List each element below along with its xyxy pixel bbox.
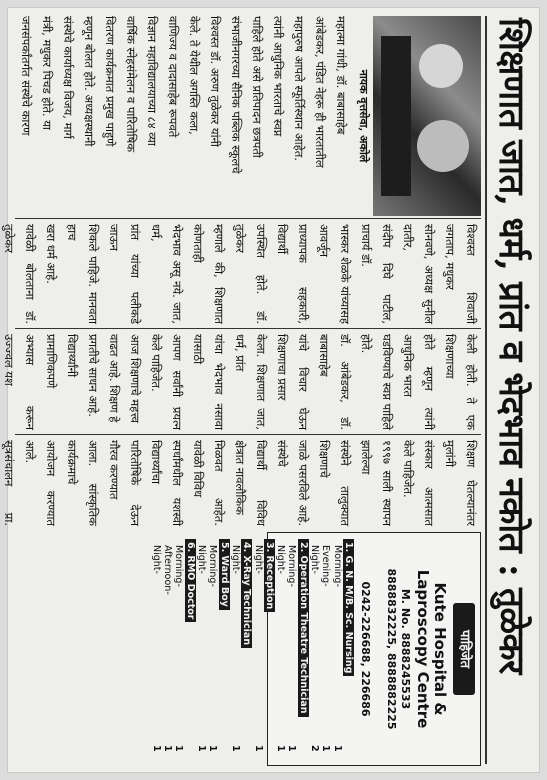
vacancy-count: 1	[320, 745, 332, 752]
photo-person-left	[419, 44, 463, 88]
article-line: प्राध्यापक सहकारी, विद्यार्थी	[275, 224, 310, 324]
vacancy-shift: Morning-	[173, 545, 185, 587]
event-photo	[373, 16, 481, 216]
vacancy-shift: Night-	[252, 545, 264, 574]
article-line: विश्वस्त डॉ. अरुण तुळेकर यांनी	[208, 16, 222, 147]
vacancy-shift: Night-	[150, 545, 162, 574]
vacancy-count: 1	[230, 745, 241, 752]
photo-person-right	[417, 120, 469, 172]
article-line: विश्वस्त शिवाजी जगताप, मधुकर	[443, 224, 478, 324]
article-line: यांचे विचार घेऊन शिक्षणाचा प्रसार	[275, 334, 310, 430]
article-line: पाहिले होते असे प्रतिपादन छत्रपती	[250, 16, 264, 158]
vacancy-count: 1	[207, 745, 219, 752]
article-line: मिळवत आहेत. यावेळी विविध	[191, 440, 226, 526]
ad-mobile-number: M. No. 8888245533	[399, 588, 412, 710]
ad-heading: पाहिजेत	[453, 603, 475, 695]
vacancy-shift: Night-	[275, 545, 287, 574]
newspaper-clipping	[2, 8, 539, 772]
article-line: विज्ञान महाविद्यालयाच्या ८४ व्या	[145, 16, 159, 146]
vacancy-position: 1. G. N. M/B. Sc. Nursing	[343, 539, 354, 676]
vacancy-count: 1	[173, 745, 185, 752]
article-line: यावेळी बोलताना डॉ. तुळेकर	[2, 224, 37, 324]
article-column-3	[2, 334, 481, 430]
vacancy-shift: Night-	[196, 545, 208, 574]
article-line: उपस्थित होते. डॉ. तुळेकर	[233, 224, 268, 324]
article-line: मंत्री, मधुकर पिचड होते. या	[40, 16, 54, 130]
vacancy-shift: Night-	[230, 545, 241, 574]
vacancy-count: 1	[162, 745, 174, 752]
article-line: संदीप दिघे पाटील, प्राचार्य डॉ.	[359, 224, 394, 324]
vacancy-count: 1	[275, 745, 287, 752]
article-line: सोनवणे, अध्यक्ष सुनील दातीर,	[401, 224, 436, 324]
vacancy-position: 5. Ward Boy	[219, 539, 230, 610]
article-line: सूत्रसंचालन प्रा.	[2, 440, 16, 526]
article-headline: शिक्षणात जात, धर्म, प्रांत व भेदभाव नकोत : तुळेकर	[491, 18, 532, 674]
article-line: भास्कर शेळके यांच्यासह आवर्जून	[317, 224, 352, 324]
article-line: पारितोषिके देऊन गौरव करण्यात	[107, 440, 142, 526]
article-line: महात्मा गांधी, डॉ. बाबासाहेब	[334, 16, 348, 135]
article-line: वाणिज्य व दादासाहेब रूपवते	[166, 16, 180, 138]
article-line: प्रांत यांच्या पलीकडे जाऊन	[107, 224, 142, 324]
article-line: होते म्हणून त्यांनी आधुनिक भारत	[401, 334, 436, 430]
article-line: म्हणून बोलत होते. अध्यक्षस्थानी	[82, 16, 96, 147]
article-line: म्हणाले की, शिक्षणात कोणताही	[191, 224, 226, 324]
article-line: डॉ. आंबेडकर, डॉ. बाबासाहेब	[317, 334, 352, 430]
article-line: स्पर्धांमधील यशस्वी विद्यार्थ्यांचा	[149, 440, 184, 526]
column-divider	[15, 434, 481, 435]
vacancy-shift: Night-	[309, 545, 321, 574]
vacancy-count: 1	[286, 745, 298, 752]
vacancy-shift: Afternoon-	[162, 545, 174, 595]
vacancy-position: 3. Reception	[264, 539, 275, 612]
job-advertisement	[150, 532, 481, 766]
article-line: यांचा भेदभाव नसावा यासाठी	[191, 334, 226, 430]
article-line: केली होती. ते एक शिक्षणाच्या	[443, 334, 478, 430]
ad-hospital-name: Kute Hospital & Laproscopy Centre	[414, 569, 449, 729]
vacancy-position: 6. RMO Doctor	[185, 539, 196, 622]
article-frame	[2, 8, 539, 772]
article-line: आला. सांस्कृतिक कार्यक्रमाचे	[65, 440, 100, 526]
article-line: वार्षिक स्नेहसंमेलन व पारितोषिक	[124, 16, 138, 153]
article-line: जनसंपर्कांतर्गत संस्थेचे कारण	[19, 16, 33, 136]
ad-phone-numbers: 8888832225, 8888882225	[385, 568, 398, 730]
article-line: आयोजन करण्यात आले.	[23, 440, 58, 526]
vacancy-shift: Morning-	[207, 545, 219, 587]
vacancy-shift: Evening-	[320, 545, 332, 587]
vacancy-position: 2. Operation Theatre Technician	[298, 539, 309, 717]
article-column-2	[2, 224, 481, 324]
article-line: जाळे पसरविले आहे. संस्थेचे	[275, 440, 310, 526]
article-line: आंबेडकर, पंडित नेहरू ही भारतातील	[313, 16, 327, 168]
vacancy-count: 1	[196, 745, 208, 752]
article-line: भेदभाव असू नये. जात, धर्म,	[149, 224, 184, 324]
vacancy-shift: Morning-	[286, 545, 298, 587]
article-line: केला. शिक्षणात जात, धर्म, प्रांत	[233, 334, 268, 430]
article-line: संस्कार आत्मसात केले पाहिजेत.	[401, 440, 436, 526]
photo-podium	[381, 36, 411, 196]
vacancy-count: 1	[252, 745, 264, 752]
article-line: शिकले पाहिजे. मानवता हाच	[65, 224, 100, 324]
article-line: आपण सर्वांनी प्रयत्न केले पाहिजेत.	[149, 334, 184, 430]
vacancy-position: 4. X-Ray Technician	[241, 539, 252, 648]
photo-caption: नायक वृत्तसेवा, अकोले	[357, 69, 370, 163]
article-line: खरा धर्म आहे.	[44, 224, 58, 284]
article-line: महापुरुष आपले स्फूर्तिस्थान आहेत.	[292, 16, 306, 161]
article-column-4	[2, 440, 481, 526]
article-line: आज शिक्षणाचे महत्त्व	[128, 334, 142, 424]
column-divider	[15, 328, 481, 329]
article-line: केले. ते येथील अगस्ति कला,	[187, 16, 201, 135]
article-line: संस्थेचे कार्याध्यक्ष विजय, मार्ग	[61, 16, 75, 139]
vacancy-count: 1	[150, 745, 162, 752]
headline-divider	[486, 16, 488, 764]
article-line: वितरण कार्यक्रमात प्रमुख पाहुणे	[103, 16, 117, 147]
article-line: संस्थेने तालुक्यात शिक्षणाचे	[317, 440, 352, 526]
vacancy-count: 2	[309, 745, 321, 752]
article-line: संभाजीनगरच्या सैनिक पब्लिक स्कूलचे	[229, 16, 243, 174]
article-line: वाढत आहे. शिक्षण हे	[107, 334, 121, 423]
article-line: अभ्यास करून उज्ज्वल यश	[2, 334, 37, 430]
article-line: शिक्षण घेतल्यानंतर मुलांनी	[443, 440, 478, 526]
article-line: १९९७ साली स्थापन झालेल्या	[359, 440, 394, 526]
vacancy-shift: Morning-	[331, 545, 343, 587]
column-divider	[15, 218, 481, 219]
article-line: विद्यार्थी विविध क्षेत्रात नावलौकिक	[233, 440, 268, 526]
article-line: प्रगतीचे साधन आहे.	[86, 334, 100, 417]
article-line: घडविण्याचे स्वप्न पाहिले होते.	[359, 334, 394, 430]
ad-landline: 0242-226688, 226686	[359, 581, 372, 717]
article-line: त्यांनी आधुनिक भारताचे स्वप्न	[271, 16, 285, 137]
article-column-1	[15, 16, 351, 208]
article-line: विद्यार्थ्यांनी प्रामाणिकपणे	[44, 334, 79, 389]
vacancy-count: 1	[331, 745, 343, 752]
